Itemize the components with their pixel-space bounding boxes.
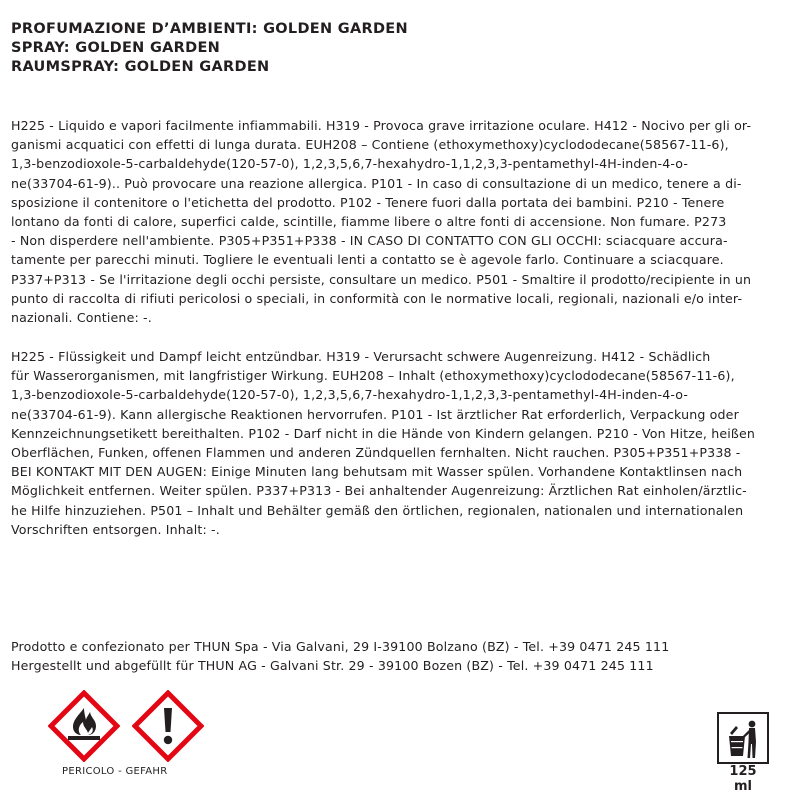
volume-amount: 125 <box>729 764 757 779</box>
flame-icon <box>48 690 120 762</box>
text-line: tamente per parecchi minuti. Togliere le eventuali lenti a contatto se è agevole farlo. Continuare a sciacquare. <box>11 252 724 268</box>
title-italian: PROFUMAZIONE D’AMBIENTI: GOLDEN GARDEN <box>11 21 408 37</box>
text-line: Oberflächen, Funken, offenen Flammen und anderen Zündquellen fernhalten. Nicht rauchen. P305+P351+P338 - <box>11 445 741 461</box>
text-line: lontano da fonti di calore, superfici calde, scintille, fiamme libere o altre fonti di accensione. Non fumare. P273 <box>11 214 727 230</box>
text-line: 1,3-benzodioxole-5-carbaldehyde(120-57-0), 1,2,3,5,6,7-hexahydro-1,1,2,3,3-pentamethyl-4H-inden-4-o- <box>11 387 689 403</box>
producer-german: Hergestellt und abgefüllt für THUN AG - Galvani Str. 29 - 39100 Bozen (BZ) - Tel. +39 0471 245 111 <box>11 658 654 674</box>
signal-word: PERICOLO - GEFAHR <box>62 766 168 777</box>
volume-label <box>722 764 764 794</box>
text-line: Vorschriften entsorgen. Inhalt: -. <box>11 521 220 537</box>
text-line: BEI KONTAKT MIT DEN AUGEN: Einige Minuten lang behutsam mit Wasser spülen. Vorhandene Kontaktlinsen nach <box>11 464 743 480</box>
text-line: für Wasserorganismen, mit langfristiger Wirkung. EUH208 – Inhalt (ethoxymethoxy)cyclododecane(58567-11-6), <box>11 368 735 384</box>
text-line: ne(33704-61-9). Kann allergische Reaktionen hervorrufen. P101 - Ist ärztlicher Rat erforderlich, Verpackung oder <box>11 406 739 422</box>
title-english: SPRAY: GOLDEN GARDEN <box>11 40 221 56</box>
text-line: he Hilfe hinzuziehen. P501 – Inhalt und Behälter gemäß den örtlichen, regionalen, nationalen und internationalen <box>11 502 744 518</box>
producer-italian: Prodotto e confezionato per THUN Spa - Via Galvani, 29 I-39100 Bolzano (BZ) - Tel. +39 0471 245 111 <box>11 639 670 654</box>
title-block <box>11 20 408 77</box>
text-line: nazionali. Contiene: -. <box>11 310 152 326</box>
text-line: punto di raccolta di rifiuti pericolosi o speciali, in conformità con le normative locali, regionali, nazionali e/o inter- <box>11 290 743 306</box>
waste-bin-icon <box>717 712 769 764</box>
text-line: P337+P313 - Se l'irritazione degli occhi persiste, consultare un medico. P501 - Smaltire il prodotto/recipiente in un <box>11 271 752 287</box>
text-line: Kennzeichnungsetikett bereithalten. P102 - Darf nicht in die Hände von Kindern gelangen. P210 - Von Hitze, heißen <box>11 425 756 441</box>
text-line: H225 - Liquido e vapori facilmente infiammabili. H319 - Provoca grave irritazione oculare. H412 - Nocivo per gli or- <box>11 118 752 133</box>
producer-info <box>11 637 786 675</box>
text-line: Möglichkeit entfernen. Weiter spülen. P337+P313 - Bei anhaltender Augenreizung: Ärztlichen Rat einholen/ärztlic- <box>11 483 747 499</box>
volume-unit: ml <box>733 779 752 794</box>
german-hazard-text <box>11 347 786 539</box>
text-line: sposizione il contenitore o l'etichetta del prodotto. P102 - Tenere fuori dalla portata dei bambini. P210 - Tenere <box>11 194 725 210</box>
text-line: H225 - Flüssigkeit und Dampf leicht entzündbar. H319 - Verursacht schwere Augenreizung. H412 - Schädlich <box>11 349 711 364</box>
title-german: RAUMSPRAY: GOLDEN GARDEN <box>11 59 270 75</box>
text-line: ne(33704-61-9).. Può provocare una reazione allergica. P101 - In caso di consultazione di un medico, tenere a di- <box>11 175 742 191</box>
exclamation-mark-icon <box>132 690 204 762</box>
italian-hazard-text <box>11 116 786 327</box>
text-line: ganismi acquatici con effetti di lunga durata. EUH208 – Contiene (ethoxymethoxy)cyclododecane(58567-11-6), <box>11 137 729 153</box>
trash-person-icon <box>719 714 767 762</box>
text-line: - Non disperdere nell'ambiente. P305+P351+P338 - IN CASO DI CONTATTO CON GLI OCCHI: sciacquare accura- <box>11 233 728 249</box>
text-line: 1,3-benzodioxole-5-carbaldehyde(120-57-0), 1,2,3,5,6,7-hexahydro-1,1,2,3,3-pentamethyl-4H-inden-4-o- <box>11 156 689 172</box>
